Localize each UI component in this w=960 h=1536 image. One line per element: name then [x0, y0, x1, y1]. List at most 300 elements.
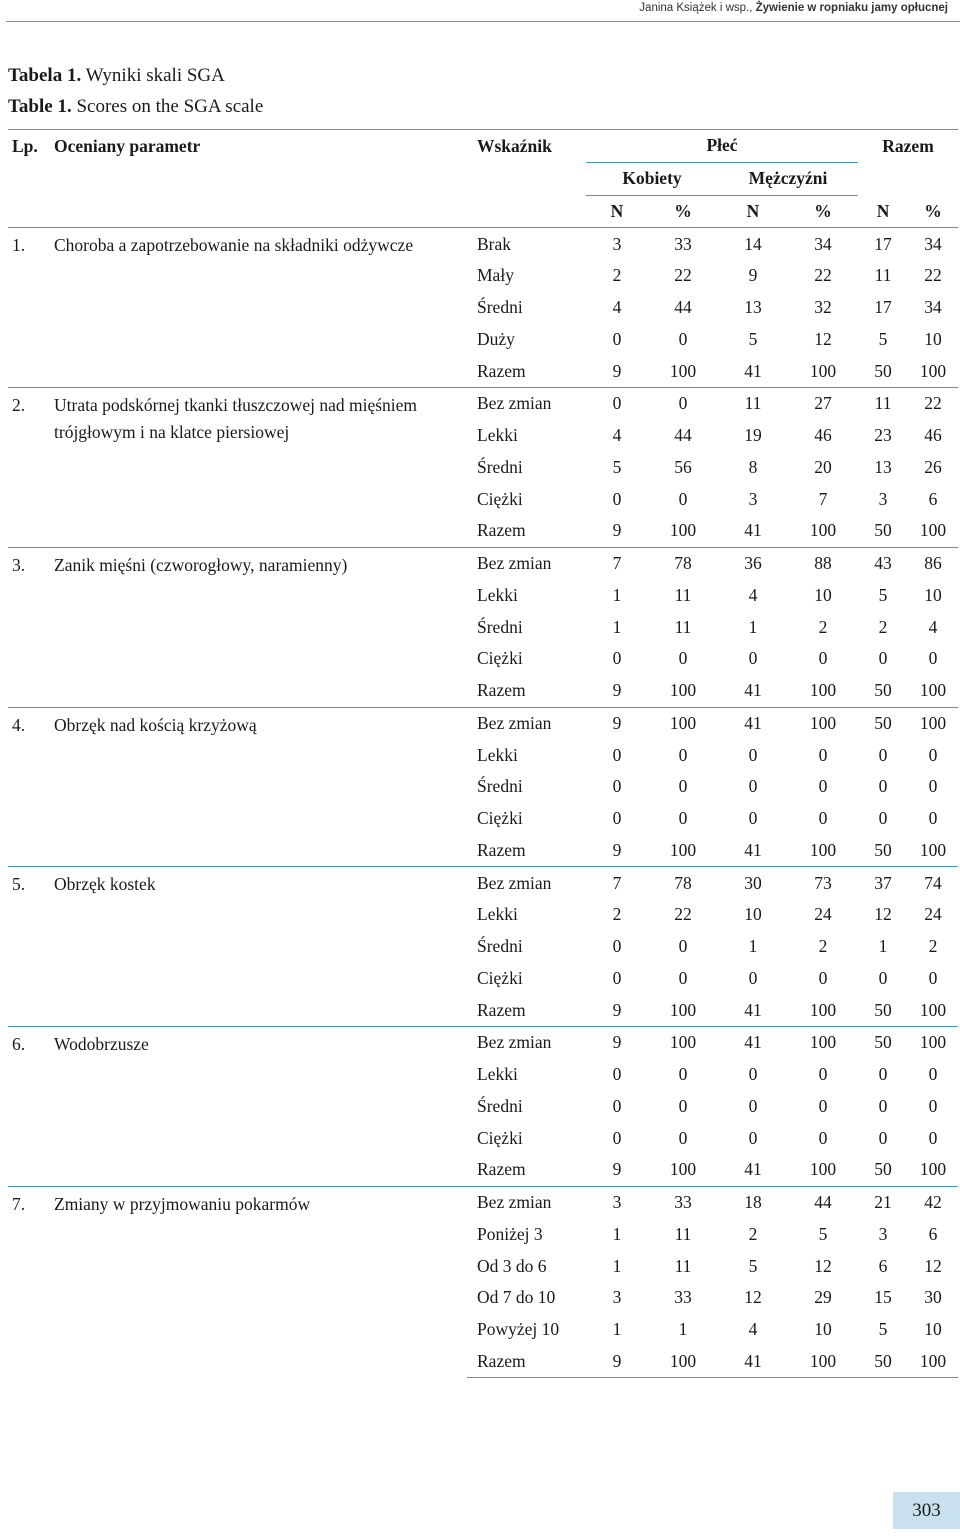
- cell-total-pct: 0: [928, 648, 938, 669]
- cell-total-n: 23: [874, 425, 892, 446]
- header-total-n: N: [876, 200, 890, 221]
- cell-total-n: 17: [874, 297, 892, 318]
- cell-women-pct: 0: [678, 488, 688, 509]
- row-lp: 4.: [8, 707, 54, 867]
- cell-women-n: 1: [612, 1223, 622, 1244]
- cell-men-pct: 34: [788, 228, 858, 260]
- cell-total-pct: 10: [924, 1319, 942, 1340]
- cell-men-pct: 100: [809, 360, 837, 381]
- row-parameter: Zmiany w przyjmowaniu pokarmów: [54, 1186, 467, 1378]
- cell-indicator: Ciężki: [477, 967, 523, 988]
- cell-women-n: 0: [612, 776, 622, 797]
- cell-total-pct: 100: [908, 707, 958, 739]
- cell-indicator: Bez zmian: [467, 547, 586, 579]
- cell-women-n: 3: [586, 1186, 648, 1218]
- cell-total-n: 2: [878, 616, 888, 637]
- cell-men-pct: 0: [818, 1064, 828, 1085]
- cell-men-n: 0: [748, 744, 758, 765]
- cell-women-pct: 11: [674, 616, 692, 637]
- cell-total-n: 5: [878, 328, 888, 349]
- header-men-pct: %: [814, 200, 832, 221]
- cell-total-n: 5: [878, 1319, 888, 1340]
- cell-women-pct: 100: [648, 1346, 718, 1378]
- cell-total-pct: 2: [928, 936, 938, 957]
- cell-men-n: 10: [744, 904, 762, 925]
- cell-total-pct: 86: [908, 547, 958, 579]
- cell-total-pct: 26: [924, 456, 942, 477]
- sga-table: [8, 129, 958, 1378]
- cell-total-pct: 24: [924, 904, 942, 925]
- caption-english-label: Table 1.: [8, 96, 72, 117]
- cell-men-n: 4: [748, 584, 758, 605]
- cell-indicator: Lekki: [477, 1064, 518, 1085]
- cell-men-n: 11: [718, 388, 788, 420]
- cell-men-pct: 2: [818, 936, 828, 957]
- cell-total-pct: 6: [928, 1223, 938, 1244]
- cell-total-n: 13: [874, 456, 892, 477]
- cell-women-pct: 100: [669, 839, 697, 860]
- table-caption: [8, 60, 263, 122]
- cell-women-pct: 1: [678, 1319, 688, 1340]
- cell-total-pct: 46: [924, 425, 942, 446]
- row-lp: 6.: [8, 1027, 54, 1187]
- cell-men-n: 2: [748, 1223, 758, 1244]
- cell-total-n: 0: [878, 1127, 888, 1148]
- cell-women-pct: 0: [678, 936, 688, 957]
- cell-total-n: 37: [858, 867, 908, 899]
- cell-men-n: 41: [744, 999, 762, 1020]
- cell-women-n: 0: [612, 744, 622, 765]
- cell-total-n: 50: [858, 1346, 908, 1378]
- cell-total-pct: 100: [919, 999, 947, 1020]
- cell-total-n: 1: [878, 936, 888, 957]
- cell-total-n: 0: [878, 1095, 888, 1116]
- cell-women-n: 9: [612, 680, 622, 701]
- cell-men-pct: 0: [818, 808, 828, 829]
- cell-indicator: Lekki: [477, 584, 518, 605]
- cell-women-n: 4: [612, 297, 622, 318]
- cell-indicator: Lekki: [477, 744, 518, 765]
- cell-women-n: 7: [586, 547, 648, 579]
- row-parameter: Utrata podskórnej tkanki tłuszczowej nad mięśniem trójgłowym i na klatce piersiowej: [54, 388, 467, 548]
- cell-women-pct: 11: [674, 1255, 692, 1276]
- cell-men-pct: 100: [809, 520, 837, 541]
- cell-women-n: 9: [586, 707, 648, 739]
- cell-men-pct: 10: [814, 584, 832, 605]
- cell-women-n: 0: [612, 328, 622, 349]
- cell-women-n: 9: [586, 1027, 648, 1059]
- header-total-pct: %: [924, 200, 942, 221]
- caption-polish-label: Tabela 1.: [8, 65, 82, 86]
- cell-women-pct: 100: [669, 520, 697, 541]
- cell-total-pct: 100: [908, 1346, 958, 1378]
- cell-total-pct: 0: [928, 808, 938, 829]
- cell-indicator: Średni: [477, 456, 523, 477]
- cell-men-pct: 73: [788, 867, 858, 899]
- cell-indicator: Brak: [467, 228, 586, 260]
- cell-women-n: 0: [612, 967, 622, 988]
- header-sex: Płeć: [586, 130, 858, 163]
- cell-women-pct: 0: [678, 776, 688, 797]
- cell-indicator: Powyżej 10: [477, 1319, 560, 1340]
- cell-total-pct: 30: [924, 1287, 942, 1308]
- cell-total-pct: 0: [928, 1127, 938, 1148]
- header-men-n: N: [746, 200, 760, 221]
- cell-total-n: 12: [874, 904, 892, 925]
- cell-men-pct: 0: [818, 1095, 828, 1116]
- row-lp: 2.: [8, 388, 54, 548]
- cell-men-pct: 0: [818, 776, 828, 797]
- cell-women-pct: 100: [669, 680, 697, 701]
- cell-total-pct: 34: [924, 297, 942, 318]
- cell-men-n: 1: [748, 936, 758, 957]
- cell-total-n: 11: [858, 388, 908, 420]
- cell-women-n: 0: [612, 1064, 622, 1085]
- cell-total-pct: 100: [919, 1159, 947, 1180]
- cell-men-pct: 12: [814, 1255, 832, 1276]
- cell-indicator: Bez zmian: [467, 867, 586, 899]
- cell-total-pct: 22: [908, 388, 958, 420]
- cell-women-pct: 100: [669, 1159, 697, 1180]
- cell-total-pct: 100: [908, 1027, 958, 1059]
- cell-men-n: 19: [744, 425, 762, 446]
- cell-total-pct: 10: [924, 328, 942, 349]
- cell-total-pct: 34: [908, 228, 958, 260]
- cell-indicator: Razem: [477, 360, 526, 381]
- cell-total-pct: 100: [919, 839, 947, 860]
- cell-men-n: 12: [744, 1287, 762, 1308]
- row-parameter: Obrzęk kostek: [54, 867, 467, 1027]
- caption-polish-text: Wyniki skali SGA: [81, 65, 225, 86]
- cell-indicator: Razem: [477, 999, 526, 1020]
- cell-women-pct: 78: [648, 547, 718, 579]
- cell-total-pct: 100: [919, 520, 947, 541]
- header-indicator: Wskaźnik: [477, 135, 552, 156]
- cell-men-n: 0: [748, 1127, 758, 1148]
- header-women-n: N: [610, 200, 624, 221]
- cell-total-n: 0: [878, 744, 888, 765]
- cell-total-n: 15: [874, 1287, 892, 1308]
- table-row: [8, 1027, 958, 1059]
- caption-english-text: Scores on the SGA scale: [71, 96, 264, 117]
- cell-women-pct: 100: [669, 360, 697, 381]
- cell-indicator: Lekki: [477, 425, 518, 446]
- cell-total-n: 6: [878, 1255, 888, 1276]
- cell-men-n: 13: [744, 297, 762, 318]
- cell-men-n: 36: [718, 547, 788, 579]
- cell-indicator: Lekki: [477, 904, 518, 925]
- row-lp: 3.: [8, 547, 54, 707]
- header-men: Mężczyźni: [718, 162, 858, 195]
- cell-women-pct: 0: [678, 1064, 688, 1085]
- cell-total-n: 50: [874, 839, 892, 860]
- cell-total-pct: 12: [924, 1255, 942, 1276]
- cell-men-pct: 27: [788, 388, 858, 420]
- cell-indicator: Ciężki: [477, 808, 523, 829]
- cell-women-pct: 0: [648, 388, 718, 420]
- cell-women-pct: 44: [674, 297, 692, 318]
- cell-total-pct: 100: [919, 360, 947, 381]
- cell-men-pct: 100: [809, 839, 837, 860]
- cell-men-pct: 22: [814, 265, 832, 286]
- cell-men-n: 41: [744, 520, 762, 541]
- cell-indicator: Poniżej 3: [477, 1223, 543, 1244]
- table-row: [8, 228, 958, 260]
- row-parameter: Wodobrzusze: [54, 1027, 467, 1187]
- row-lp: 1.: [8, 228, 54, 388]
- cell-men-pct: 100: [788, 707, 858, 739]
- cell-total-n: 5: [878, 584, 888, 605]
- cell-women-pct: 56: [674, 456, 692, 477]
- cell-indicator: Razem: [477, 680, 526, 701]
- cell-women-n: 0: [612, 808, 622, 829]
- cell-men-n: 14: [718, 228, 788, 260]
- cell-total-n: 0: [878, 776, 888, 797]
- cell-men-pct: 100: [809, 1159, 837, 1180]
- cell-men-pct: 32: [814, 297, 832, 318]
- cell-men-pct: 2: [818, 616, 828, 637]
- cell-indicator: Razem: [477, 520, 526, 541]
- header-total: Razem: [882, 135, 934, 156]
- cell-men-n: 5: [748, 1255, 758, 1276]
- cell-women-pct: 44: [674, 425, 692, 446]
- header-row-3: [8, 195, 958, 228]
- table-row: [8, 388, 958, 420]
- cell-men-n: 0: [748, 967, 758, 988]
- cell-indicator: Mały: [477, 265, 514, 286]
- cell-men-n: 1: [748, 616, 758, 637]
- cell-men-pct: 46: [814, 425, 832, 446]
- cell-indicator: Bez zmian: [467, 388, 586, 420]
- cell-indicator: Średni: [477, 616, 523, 637]
- cell-total-pct: 4: [928, 616, 938, 637]
- cell-women-n: 9: [612, 360, 622, 381]
- cell-men-pct: 0: [818, 744, 828, 765]
- cell-total-pct: 0: [928, 967, 938, 988]
- cell-men-pct: 24: [814, 904, 832, 925]
- cell-men-n: 41: [744, 839, 762, 860]
- cell-women-n: 9: [612, 520, 622, 541]
- cell-men-n: 41: [744, 1159, 762, 1180]
- cell-indicator: Ciężki: [477, 1127, 523, 1148]
- page-number: 303: [893, 1492, 960, 1529]
- cell-men-n: 41: [718, 707, 788, 739]
- cell-women-pct: 22: [674, 904, 692, 925]
- table-row: [8, 1186, 958, 1218]
- cell-women-n: 0: [612, 488, 622, 509]
- cell-women-n: 1: [612, 1255, 622, 1276]
- cell-women-pct: 0: [678, 967, 688, 988]
- cell-men-pct: 100: [788, 1027, 858, 1059]
- cell-indicator: Razem: [467, 1346, 586, 1378]
- cell-men-n: 0: [748, 1064, 758, 1085]
- cell-men-n: 41: [744, 360, 762, 381]
- cell-women-n: 9: [586, 1346, 648, 1378]
- cell-indicator: Ciężki: [477, 488, 523, 509]
- cell-women-n: 0: [612, 648, 622, 669]
- cell-indicator: Duży: [477, 328, 515, 349]
- cell-total-n: 17: [858, 228, 908, 260]
- cell-indicator: Bez zmian: [467, 707, 586, 739]
- cell-men-n: 41: [744, 680, 762, 701]
- cell-men-pct: 0: [818, 967, 828, 988]
- cell-total-pct: 100: [919, 680, 947, 701]
- cell-women-pct: 100: [648, 1027, 718, 1059]
- cell-total-n: 50: [874, 1159, 892, 1180]
- cell-indicator: Średni: [477, 936, 523, 957]
- cell-total-n: 50: [858, 1027, 908, 1059]
- cell-men-n: 8: [748, 456, 758, 477]
- cell-men-n: 0: [748, 648, 758, 669]
- cell-total-n: 43: [858, 547, 908, 579]
- cell-total-pct: 0: [928, 1095, 938, 1116]
- cell-men-n: 41: [718, 1027, 788, 1059]
- cell-indicator: Razem: [477, 1159, 526, 1180]
- cell-women-n: 0: [612, 1127, 622, 1148]
- table-row: [8, 867, 958, 899]
- cell-indicator: Bez zmian: [467, 1186, 586, 1218]
- header-lp: Lp.: [12, 135, 38, 156]
- cell-men-n: 30: [718, 867, 788, 899]
- cell-indicator: Od 3 do 6: [477, 1255, 547, 1276]
- cell-total-pct: 22: [924, 265, 942, 286]
- cell-total-pct: 74: [908, 867, 958, 899]
- cell-men-n: 5: [748, 328, 758, 349]
- cell-indicator: Średni: [477, 776, 523, 797]
- cell-women-pct: 22: [674, 265, 692, 286]
- cell-men-pct: 20: [814, 456, 832, 477]
- caption-polish: [8, 60, 263, 91]
- cell-men-pct: 12: [814, 328, 832, 349]
- cell-men-n: 41: [718, 1346, 788, 1378]
- cell-men-pct: 10: [814, 1319, 832, 1340]
- cell-indicator: Średni: [477, 1095, 523, 1116]
- row-parameter: Zanik mięśni (czworogłowy, naramienny): [54, 547, 467, 707]
- cell-women-n: 3: [612, 1287, 622, 1308]
- running-head-title: Żywienie w ropniaku jamy opłucnej: [755, 2, 948, 14]
- cell-total-n: 0: [878, 648, 888, 669]
- cell-men-pct: 88: [788, 547, 858, 579]
- cell-women-pct: 11: [674, 584, 692, 605]
- cell-total-n: 0: [878, 1064, 888, 1085]
- row-lp: 7.: [8, 1186, 54, 1378]
- cell-women-pct: 11: [674, 1223, 692, 1244]
- table-row: [8, 547, 958, 579]
- cell-women-n: 3: [586, 228, 648, 260]
- cell-total-n: 11: [874, 265, 892, 286]
- header-row-2: [8, 162, 958, 195]
- cell-women-pct: 100: [669, 999, 697, 1020]
- cell-total-pct: 0: [928, 776, 938, 797]
- cell-women-n: 0: [586, 388, 648, 420]
- cell-women-n: 9: [612, 999, 622, 1020]
- cell-indicator: Od 7 do 10: [477, 1287, 556, 1308]
- cell-women-pct: 0: [678, 1095, 688, 1116]
- cell-women-pct: 0: [678, 744, 688, 765]
- cell-women-pct: 33: [648, 228, 718, 260]
- row-parameter: Choroba a zapotrzebowanie na składniki odżywcze: [54, 228, 467, 388]
- cell-total-pct: 42: [908, 1186, 958, 1218]
- cell-total-n: 50: [874, 680, 892, 701]
- cell-men-pct: 5: [818, 1223, 828, 1244]
- cell-total-pct: 6: [928, 488, 938, 509]
- cell-women-n: 1: [612, 1319, 622, 1340]
- cell-women-n: 5: [612, 456, 622, 477]
- cell-women-n: 4: [612, 425, 622, 446]
- sga-table-body: [8, 228, 958, 1378]
- cell-total-n: 3: [878, 488, 888, 509]
- cell-women-n: 9: [612, 1159, 622, 1180]
- cell-indicator: Razem: [477, 839, 526, 860]
- running-head-authors: Janina Książek i wsp.,: [639, 2, 756, 14]
- cell-women-n: 1: [612, 584, 622, 605]
- cell-women-pct: 33: [648, 1186, 718, 1218]
- cell-indicator: Bez zmian: [467, 1027, 586, 1059]
- row-parameter: Obrzęk nad kością krzyżową: [54, 707, 467, 867]
- running-head-text: [639, 2, 948, 14]
- cell-women-n: 9: [612, 839, 622, 860]
- cell-men-n: 9: [748, 265, 758, 286]
- cell-men-pct: 100: [788, 1346, 858, 1378]
- cell-total-n: 50: [874, 360, 892, 381]
- running-head-rule: [6, 21, 960, 22]
- cell-women-n: 0: [612, 936, 622, 957]
- cell-women-pct: 78: [648, 867, 718, 899]
- header-women-pct: %: [674, 200, 692, 221]
- cell-women-pct: 0: [678, 808, 688, 829]
- cell-women-pct: 0: [678, 328, 688, 349]
- cell-women-n: 2: [612, 265, 622, 286]
- cell-men-n: 0: [748, 776, 758, 797]
- cell-men-n: 18: [718, 1186, 788, 1218]
- cell-men-n: 3: [748, 488, 758, 509]
- cell-men-pct: 0: [818, 1127, 828, 1148]
- cell-men-n: 0: [748, 808, 758, 829]
- cell-indicator: Średni: [477, 297, 523, 318]
- row-lp: 5.: [8, 867, 54, 1027]
- cell-total-n: 50: [874, 520, 892, 541]
- cell-total-pct: 0: [928, 1064, 938, 1085]
- cell-men-pct: 44: [788, 1186, 858, 1218]
- cell-men-pct: 100: [809, 999, 837, 1020]
- cell-women-pct: 0: [678, 648, 688, 669]
- cell-men-n: 4: [748, 1319, 758, 1340]
- cell-women-pct: 100: [648, 707, 718, 739]
- header-parameter: Oceniany parametr: [54, 135, 201, 156]
- cell-women-pct: 33: [674, 1287, 692, 1308]
- header-women: Kobiety: [586, 162, 718, 195]
- cell-total-n: 0: [878, 808, 888, 829]
- cell-men-pct: 100: [809, 680, 837, 701]
- cell-women-n: 7: [586, 867, 648, 899]
- cell-total-n: 0: [878, 967, 888, 988]
- cell-men-pct: 29: [814, 1287, 832, 1308]
- cell-women-n: 0: [612, 1095, 622, 1116]
- caption-english: [8, 91, 263, 122]
- cell-total-pct: 10: [924, 584, 942, 605]
- cell-total-n: 50: [858, 707, 908, 739]
- cell-women-n: 1: [612, 616, 622, 637]
- running-head: [0, 0, 960, 22]
- header-row-1: [8, 130, 958, 163]
- cell-indicator: Ciężki: [477, 648, 523, 669]
- cell-total-n: 3: [878, 1223, 888, 1244]
- cell-total-n: 50: [874, 999, 892, 1020]
- cell-men-n: 0: [748, 1095, 758, 1116]
- cell-total-pct: 0: [928, 744, 938, 765]
- table-row: [8, 707, 958, 739]
- cell-total-n: 21: [858, 1186, 908, 1218]
